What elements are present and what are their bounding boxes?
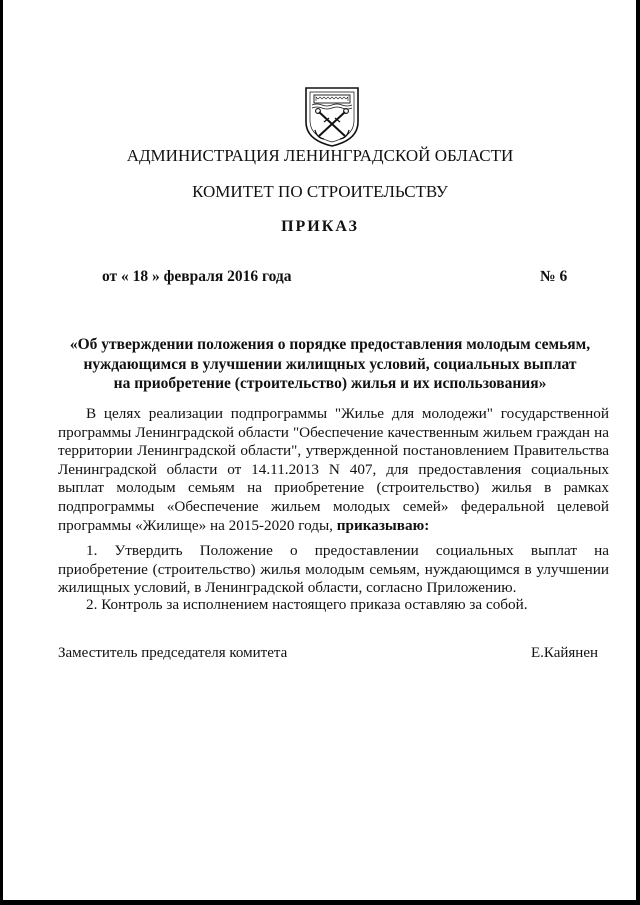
scan-border-right <box>636 0 640 905</box>
title-line: «Об утверждении положения о порядке предоставления молодым семьям, <box>69 336 591 353</box>
order-item-1: 1. Утвердить Положение о предоставлении социальных выплат на приобретение (строительство) жилья молодым семьям, нуждающимся в улучшении жилищных условий, в Ленинградской области, согласно Приложению. <box>58 542 609 597</box>
order-number: № 6 <box>540 268 568 285</box>
signatory-name: Е.Кайянен <box>531 645 599 661</box>
preamble-action: приказываю: <box>336 516 430 534</box>
order-date: от « 18 » февраля 2016 года <box>102 268 292 285</box>
order-item-2: 2. Контроль за исполнением настоящего приказа оставляю за собой. <box>86 596 528 613</box>
scan-border-left <box>0 0 3 905</box>
title-line: на приобретение (строительство) жилья и их использования» <box>113 375 547 392</box>
preamble-text: В целях реализации подпрограммы "Жилье для молодежи" государственной программы Ленинградской области "Обеспечение качественным жильем граждан на территории Ленинградской области", утвержденной постановлением Правительства Ленинградской области от 14.11.2013 N 407, для предоставления социальных выплат молодым семьям на приобретение (строительство) жилья в рамках подпрограммы «Обеспечение жильем молодых семей» федеральной целевой программы «Жилище» на 2015-2020 годы, <box>58 405 609 534</box>
document-type: ПРИКАЗ <box>281 218 359 235</box>
coat-of-arms-icon <box>302 86 362 148</box>
title-line: нуждающимся в улучшении жилищных условий, социальных выплат <box>83 355 577 373</box>
signatory-position: Заместитель председателя комитета <box>58 645 288 661</box>
order-title <box>60 335 600 394</box>
preamble-paragraph <box>58 405 609 535</box>
organization-name: АДМИНИСТРАЦИЯ ЛЕНИНГРАДСКОЙ ОБЛАСТИ <box>126 146 514 165</box>
scan-border-bottom <box>0 900 640 905</box>
committee-name: КОМИТЕТ ПО СТРОИТЕЛЬСТВУ <box>192 182 448 201</box>
